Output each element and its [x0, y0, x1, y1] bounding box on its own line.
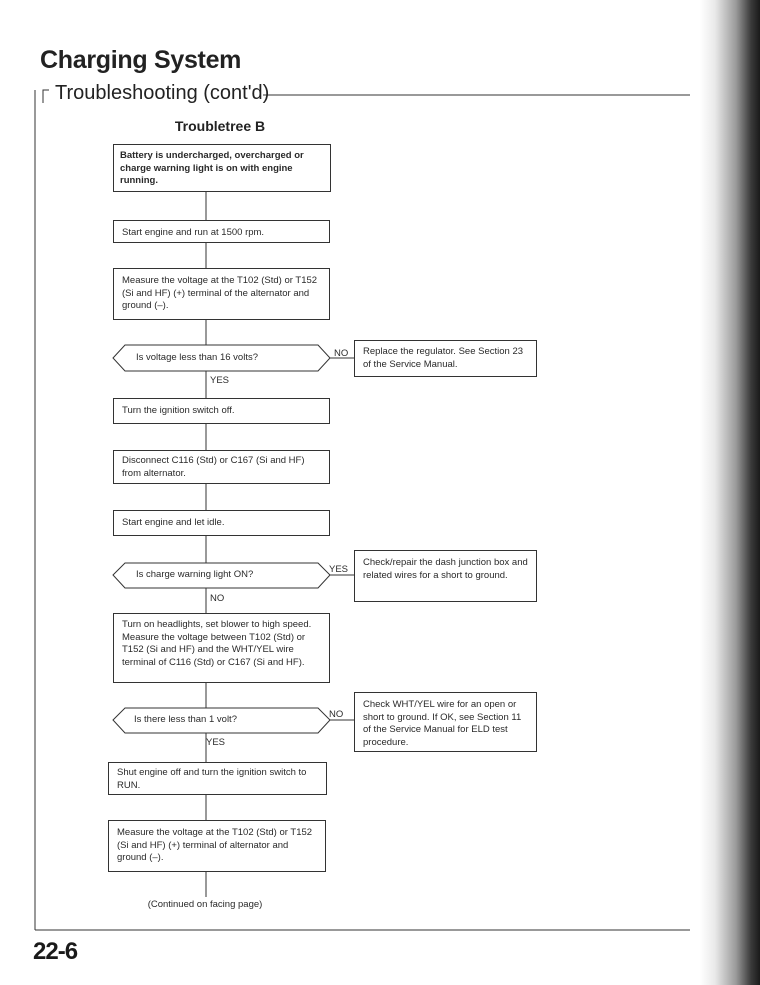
decision-question: Is voltage less than 16 volts?	[136, 352, 258, 363]
branch-label: NO	[334, 348, 349, 359]
step-box: Disconnect C116 (Std) or C167 (Si and HF) from alternator.	[113, 450, 330, 484]
step-box: Measure the voltage at the T102 (Std) or T152 (Si and HF) (+) terminal of alternator and ground (–).	[108, 820, 326, 872]
action-box: Replace the regulator. See Section 23 of the Service Manual.	[354, 340, 537, 377]
troubletree-title: Troubletree B	[174, 118, 266, 134]
continue-label: YES	[210, 375, 230, 386]
action-box: Check WHT/YEL wire for an open or short to ground. If OK, see Section 11 of the Service Manual for ELD test procedure.	[354, 692, 537, 752]
section-subtitle: Troubleshooting (cont'd)	[55, 82, 270, 104]
continue-label: YES	[206, 737, 226, 748]
branch-label: YES	[329, 564, 349, 575]
step-box: Turn on headlights, set blower to high speed. Measure the voltage between T102 (Std) or T152 (Si and HF) and the WHT/YEL wire terminal of C116 (Std) or C167 (Si and HF).	[113, 613, 330, 683]
action-box: Check/repair the dash junction box and related wires for a short to ground.	[354, 550, 537, 602]
start-condition-box: Battery is undercharged, overcharged or charge warning light is on with engine running.	[113, 144, 331, 192]
branch-label: NO	[329, 709, 344, 720]
step-box: Measure the voltage at the T102 (Std) or T152 (Si and HF) (+) terminal of the alternator and ground (–).	[113, 268, 330, 320]
section-bracket	[43, 90, 49, 103]
page-title: Charging System	[40, 46, 242, 74]
decision-question: Is there less than 1 volt?	[134, 714, 237, 725]
step-box: Start engine and run at 1500 rpm.	[113, 220, 330, 243]
step-box: Shut engine off and turn the ignition switch to RUN.	[108, 762, 327, 795]
page-number: 22-6	[33, 938, 78, 965]
continue-label: NO	[210, 593, 225, 604]
step-box: Turn the ignition switch off.	[113, 398, 330, 424]
step-box: Start engine and let idle.	[113, 510, 330, 536]
decision-question: Is charge warning light ON?	[136, 569, 254, 580]
continued-note: (Continued on facing page)	[147, 899, 263, 910]
